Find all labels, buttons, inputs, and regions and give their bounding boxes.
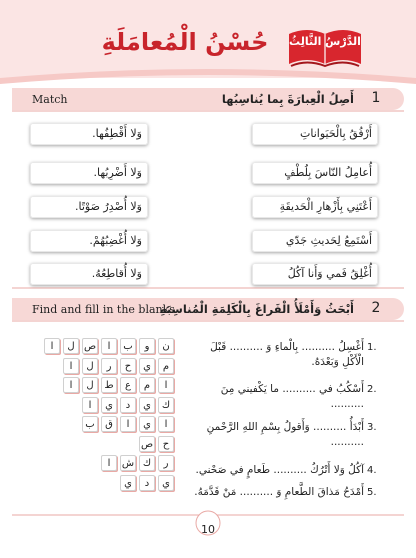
grid-cell[interactable]: ن [158,338,174,354]
grid-cell[interactable]: ك [139,455,155,471]
grid-cell[interactable]: ا [101,455,117,471]
grid-cell[interactable]: ا [158,416,174,432]
grid-cell[interactable]: ح [120,358,136,374]
match-left-1-text: وَلا أَقْطِفُها. [92,127,142,140]
sentence-5-line-1: أَمْدَحُ مَذاقَ الطَّعامِ وَ .......... مَنْ قَدَّمَهُ. [194,486,364,498]
match-left-2[interactable] [30,162,148,184]
grid-cell[interactable]: ي [139,416,155,432]
section-2-divider [0,320,416,324]
match-right-2[interactable] [252,162,378,184]
grid-cell[interactable]: ا [82,397,98,413]
grid-cell[interactable]: ا [120,416,136,432]
grid-cell[interactable]: ع [120,377,136,393]
match-right-5-text: أُغْلِقُ فَمي وَأَنا آكُلُ [287,267,372,280]
lesson-label: الدَّرْسُ الثَّالِثُ [289,35,361,48]
sentence-3-number: 3. [367,422,377,433]
sentence-3-line-1: أَبْدَأُ .......... وَأَقولُ بِسْمِ اللهِ الرَّحْمنِ [206,421,364,433]
grid-cell[interactable]: م [139,377,155,393]
grid-cell[interactable]: ص [82,338,98,354]
sentence-4-number: 4. [367,465,377,476]
grid-cell[interactable]: و [139,338,155,354]
grid-cell[interactable]: ا [158,377,174,393]
grid-cell[interactable]: ل [82,377,98,393]
section-1-instruction-en: Match [32,93,68,106]
match-right-1[interactable] [252,123,378,145]
grid-cell[interactable]: ر [158,455,174,471]
grid-cell[interactable]: ي [139,358,155,374]
match-right-3-text: أَعْتَنِي بِأَزْهارِ الْحَديقَةِ [279,200,372,213]
grid-cell[interactable]: ا [101,338,117,354]
match-left-2-text: وَلا أَضْرِبُها. [93,166,142,179]
grid-cell[interactable]: ح [158,436,174,452]
sentence-1-number: 1. [367,342,377,353]
match-right-4[interactable] [252,230,378,252]
grid-cell[interactable]: ط [101,377,117,393]
sentence-1-line-1: أَغْسِلُ .......... بِالْماءِ وَ .......... قَبْلَ [210,341,364,353]
grid-cell[interactable]: ل [82,358,98,374]
section-2-number: 2 [371,300,381,316]
sentence-2-number: 2. [367,384,377,395]
match-right-5[interactable] [252,263,378,285]
grid-cell[interactable]: ر [101,358,117,374]
grid-cell[interactable]: ل [63,338,79,354]
match-right-2-text: أُعامِلُ النّاسَ بِلُطْفٍ [284,166,372,179]
match-right-4-text: أَسْتَمِعُ لِحَديثِ جَدّي [285,234,372,247]
section-2-instruction-ar: أَبْحَثُ وَأَمْلَأُ الْفَراغَ بِالْكَلِمَةِ الْمُناسِبَةِ [159,302,354,316]
lesson-title: حُسْنُ الْمُعامَلَةِ [101,28,269,56]
grid-cell[interactable]: ب [82,416,98,432]
sentence-2-line-2: .......... [330,398,364,410]
grid-cell[interactable]: ي [120,475,136,491]
match-left-4-text: وَلا أُغْضِبُهُمْ. [89,234,142,247]
match-left-4[interactable] [30,230,148,252]
match-left-5-text: وَلا أُقاطِعُهُ. [91,267,142,280]
sentence-1-line-2: الْأَكْلِ وَبَعْدَهُ. [311,356,364,368]
match-left-3[interactable] [30,196,148,218]
page-number: 10 [201,523,215,536]
sentence-4-line-1: آكُلُ وَلا أَتْرُكُ .......... طَعامٍ في صَحْني. [195,464,364,476]
grid-cell[interactable]: ب [120,338,136,354]
grid-cell[interactable]: ق [101,416,117,432]
section-1-divider [0,110,416,114]
grid-cell[interactable]: ا [44,338,60,354]
grid-cell[interactable]: ش [120,455,136,471]
sentence-2-line-1: أَسْكُبُ في .......... ما يَكْفيني مِنَ [220,383,364,395]
grid-cell[interactable]: ا [63,377,79,393]
section-1-instruction-ar: أَصِلُ الْعِبارَةَ بِما يُناسِبُها [221,92,354,106]
grid-cell[interactable]: د [139,475,155,491]
match-left-3-text: وَلا أُصْدِرُ صَوْتًا. [75,200,142,213]
grid-cell[interactable]: ص [139,436,155,452]
sentence-3-line-2: .......... [330,436,364,448]
grid-cell[interactable]: ي [139,397,155,413]
grid-cell[interactable]: ا [63,358,79,374]
grid-cell[interactable]: م [158,358,174,374]
grid-cell[interactable]: ي [158,475,174,491]
section-1-number: 1 [371,90,381,106]
grid-cell[interactable]: ك [158,397,174,413]
match-right-3[interactable] [252,196,378,218]
match-left-5[interactable] [30,263,148,285]
section-2-instruction-en: Find and fill in the blanks [32,303,175,316]
grid-cell[interactable]: ي [101,397,117,413]
match-left-1[interactable] [30,123,148,145]
grid-cell[interactable]: د [120,397,136,413]
sentence-5-number: 5. [367,487,377,498]
match-right-1-text: أَرْفُقُ بِالْحَيَواناتِ [300,127,372,140]
